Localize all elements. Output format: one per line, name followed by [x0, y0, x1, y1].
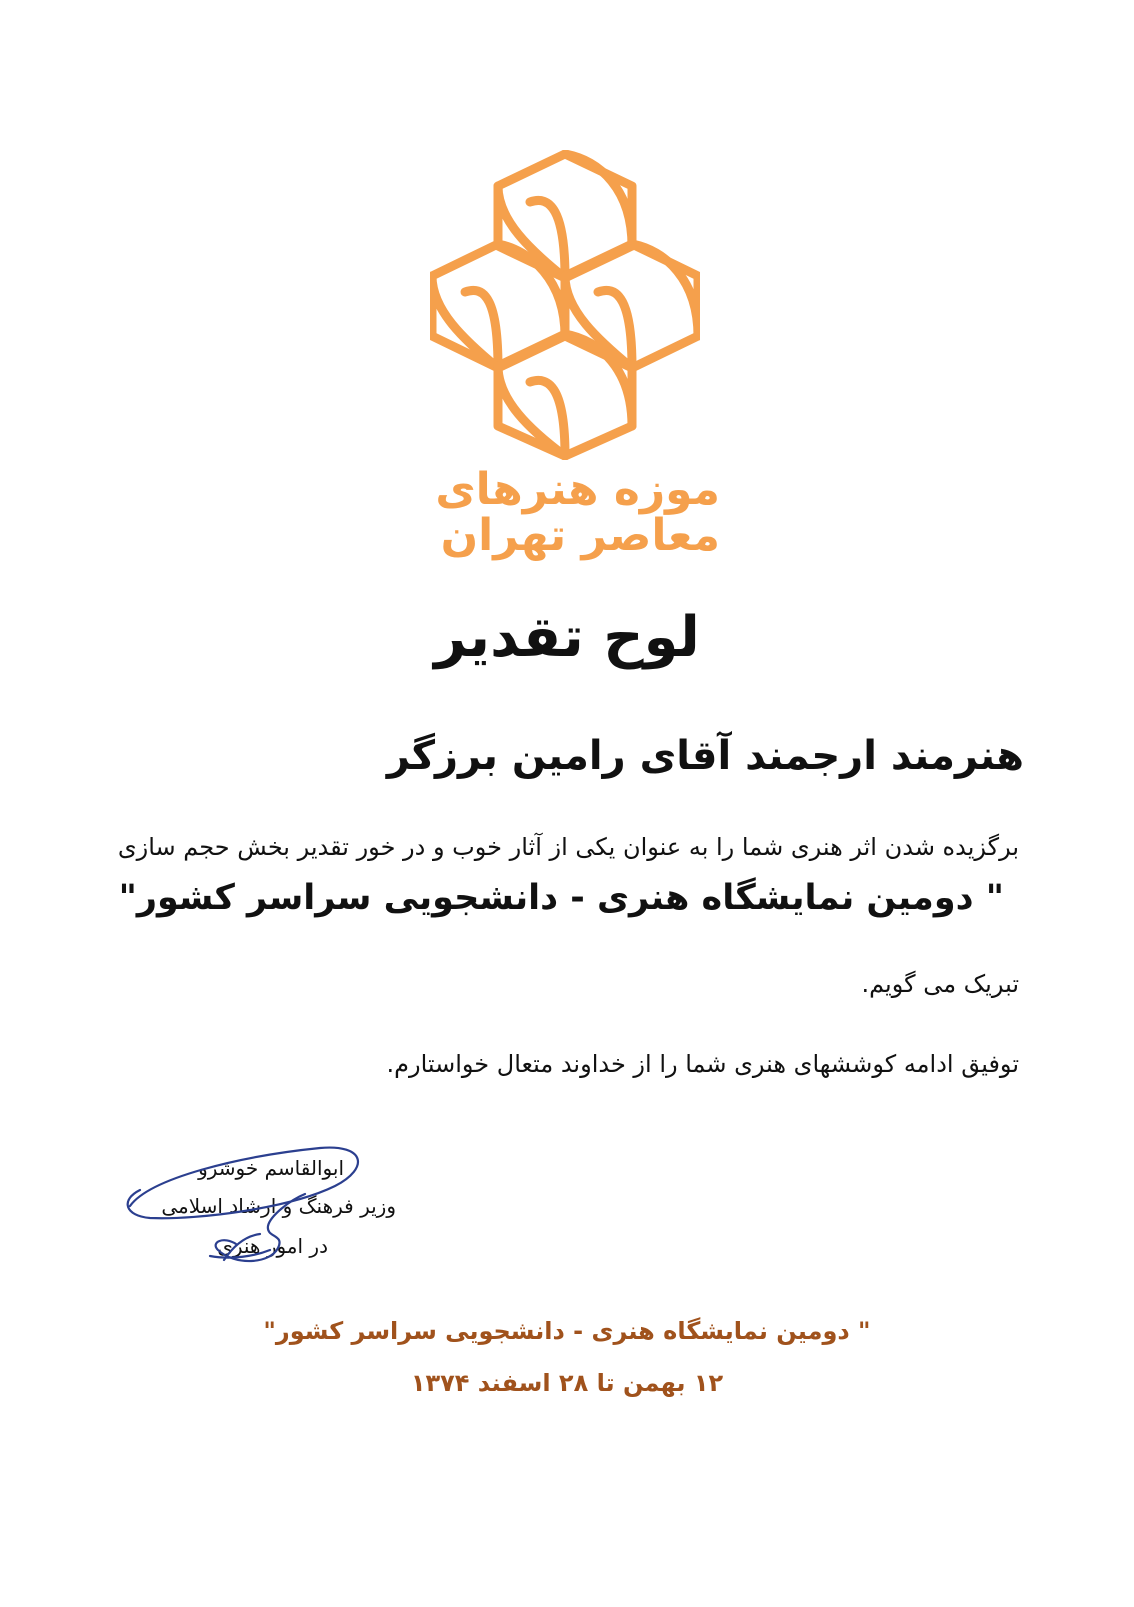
- exhibition-name: " دومین نمایشگاه هنری - دانشجویی سراسر کشور": [118, 878, 1004, 918]
- body-text-congratulation: تبریک می گویم.: [861, 970, 1019, 998]
- footer-exhibition-name: " دومین نمایشگاه هنری - دانشجویی سراسر کشور": [263, 1317, 871, 1345]
- museum-logo-icon: [430, 150, 700, 460]
- signatory-department: در امور هنری: [217, 1234, 328, 1258]
- handwritten-signature: [120, 1138, 370, 1278]
- body-text-wish: توفیق ادامه کوششهای هنری شما را از خداوند متعال خواستارم.: [386, 1050, 1019, 1078]
- logo-name-line-1: موزه هنرهای: [435, 464, 720, 515]
- body-text-selection: برگزیده شدن اثر هنری شما را به عنوان یکی از آثار خوب و در خور تقدیر بخش حجم سازی: [117, 833, 1019, 861]
- footer-exhibition-dates: ۱۲ بهمن تا ۲۸ اسفند ۱۳۷۴: [410, 1369, 724, 1397]
- logo-name-line-2: معاصر تهران: [440, 510, 720, 561]
- signatory-role: وزیر فرهنگ و ارشاد اسلامی: [161, 1194, 396, 1218]
- signatory-name: ابوالقاسم خوشرو: [198, 1156, 344, 1180]
- certificate-title: لوح تقدیر: [434, 605, 700, 670]
- recipient-name: هنرمند ارجمند آقای رامین برزگر: [386, 733, 1024, 779]
